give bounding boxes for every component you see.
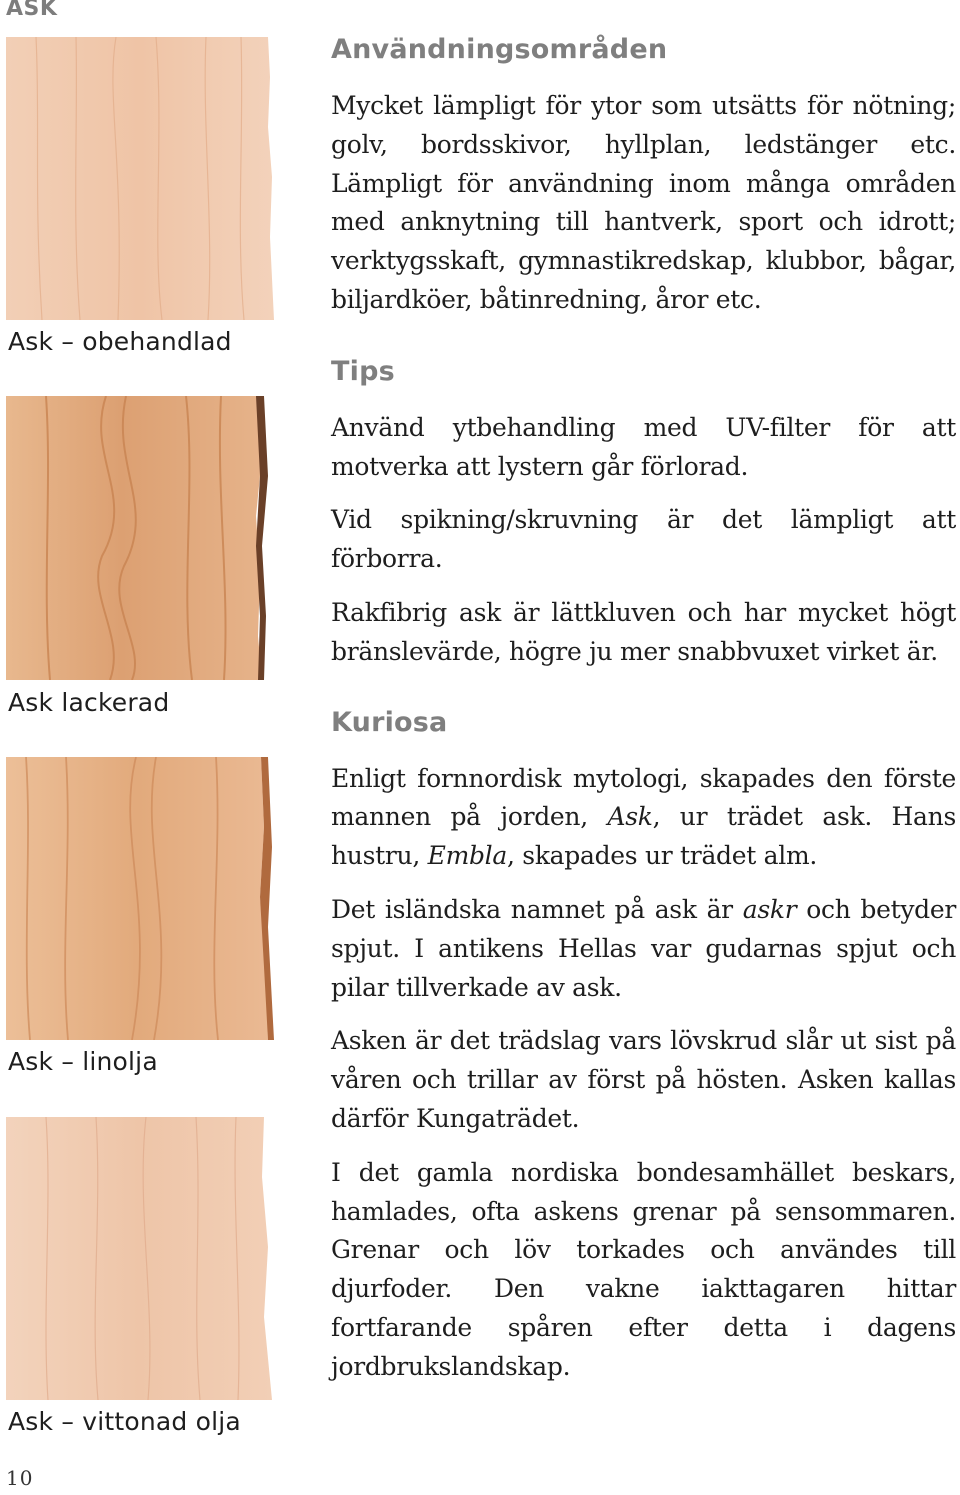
sample-caption: Ask – obehandlad (8, 327, 232, 356)
paragraph-kuriosa: Det isländska namnet på ask är askr och betyder spjut. I antikens Hellas var gudarnas spjut och pilar tillverkade av ask. (331, 894, 957, 1002)
section-tag: ASK (6, 0, 58, 21)
sample-caption: Ask lackerad (8, 688, 170, 717)
name-ask: Ask (607, 802, 653, 832)
paragraph-kuriosa: Asken är det trädslag vars lövskrud slår ut sist på våren och trillar av först på hösten. Asken kallas därför Kungaträdet. (331, 1026, 956, 1133)
name-embla: Embla (427, 841, 507, 871)
heading-kuriosa: Kuriosa (331, 706, 448, 738)
paragraph-tip: Använd ytbehandling med UV-filter för att motverka att lystern går förlorad. (331, 412, 956, 481)
wood-sample-lacquered-image (6, 396, 268, 680)
paragraph-uses: Mycket lämpligt för ytor som utsätts för nötning; golv, bordsskivor, hyllplan, ledstänger etc. Lämpligt för användning inom många områden med anknytning till hantverk, sport och idrott; verktygsskaft, gymnastikredskap, klubbor, bågar, biljardköer, båtinredning, åror etc. (331, 91, 956, 314)
wood-sample-linseed-image (6, 757, 274, 1040)
heading-tips: Tips (331, 355, 395, 387)
wood-samples (0, 0, 300, 1495)
main-content (331, 30, 956, 1387)
word-askr: askr (742, 894, 797, 924)
paragraph-kuriosa: I det gamla nordiska bondesamhället beskars, hamlades, ofta askens grenar på sensommaren. Grenar och löv torkades och användes till djurfoder. Den vakne iakttagaren hittar fortfarande spåren efter detta i dagens jordbrukslandskap. (331, 1157, 956, 1381)
sample-caption: Ask – vittonad olja (8, 1407, 241, 1436)
paragraph-kuriosa: Enligt fornnordisk mytologi, skapades den förste mannen på jorden, Ask, ur trädet ask. Hans hustru, Embla, skapades ur trädet alm. (331, 763, 956, 871)
wood-sample-untreated-image (6, 37, 276, 320)
heading-uses: Användningsområden (331, 34, 668, 65)
page-number: 10 (6, 1466, 34, 1490)
paragraph-tip: Rakfibrig ask är lättkluven och har mycket högt bränslevärde, högre ju mer snabbvuxet virket är. (331, 597, 956, 666)
wood-sample-white-oil-image (6, 1117, 274, 1400)
paragraph-tip: Vid spikning/skruvning är det lämpligt att förborra. (331, 505, 956, 574)
sample-caption: Ask – linolja (8, 1047, 158, 1076)
